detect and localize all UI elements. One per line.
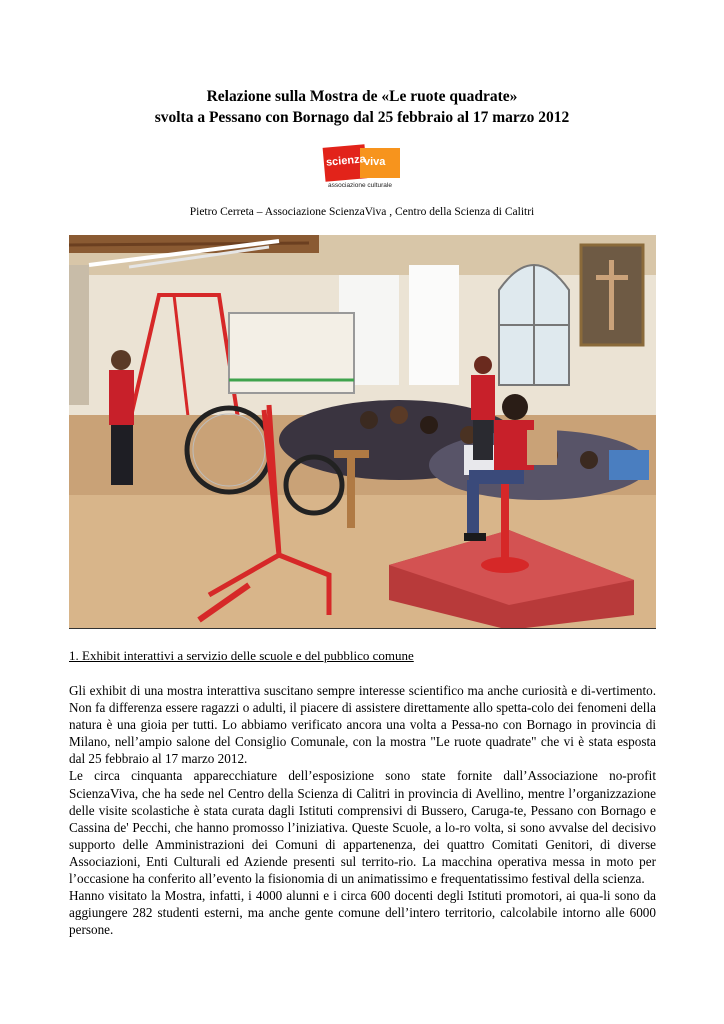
title-line-2: svolta a Pessano con Bornago dal 25 febbraio al 17 marzo 2012 [154, 109, 570, 126]
exhibition-photo [69, 235, 656, 629]
exhibition-photo-illustration [69, 235, 656, 628]
scienzaviva-logo [318, 146, 402, 192]
section-heading: 1. Exhibit interattivi a servizio delle scuole e del pubblico comune [69, 648, 414, 663]
paragraph-2: Le circa cinquanta apparecchiature dell’esposizione sono state fornite dall’Associazione no-profit ScienzaViva, che ha sede nel Centro della Scienza di Calitri in provincia di Avellino, mentre l’organizzazione delle visite scolastiche è stata curata dagli Istituti comprensivi di Bussero, Caruga-te, Pessano con Bornago e Cassina de' Pecchi, che hanno promosso l’iniziativa. Queste Scuole, a lo-ro volta, si sono avvalse del decisivo supporto delle Amministrazioni dei Comuni di appartenenza, dei quattro Comitati Genitori, di diverse Associazioni, Enti Culturali ed Aziende presenti sul territo-rio. La macchina operativa messa in moto per l’occasione ha conferito all’evento la fisionomia di un animatissimo e frequentatissimo festival della scienza. [69, 768, 656, 887]
author-line: Pietro Cerreta – Associazione ScienzaViva , Centro della Scienza di Calitri [189, 206, 535, 218]
paragraph-3: Hanno visitato la Mostra, infatti, i 4000 alunni e i circa 600 docenti degli Istituti promotori, ai qua-li sono da aggiungere 282 studenti esterni, ma anche gente comune dell’intero territorio, calcolabile intorno alle 6000 persone. [69, 888, 656, 938]
logo-word-scienza: scienza [325, 153, 367, 169]
title-line-1: Relazione sulla Mostra de «Le ruote quadrate» [206, 88, 518, 105]
logo-word-viva: viva [364, 156, 386, 168]
logo-subtitle: associazione culturale [328, 182, 392, 189]
paragraph-1: Gli exhibit di una mostra interattiva suscitano sempre interesse scientifico ma anche curiosità e di-vertimento. Non fa differenza essere ragazzi o adulti, il piacere di assistere direttamente allo spetta-colo dei fenomeni della natura è una gioia per tutti. Lo abbiamo verificato ancora una volta a Pessa-no con Bornago in provincia di Milano, nell’ampio salone del Consiglio Comunale, con la mostra "Le ruote quadrate" che vi è stata esposta dal 25 febbraio al 17 marzo 2012. [69, 683, 656, 767]
document-title [0, 86, 724, 128]
body-text [69, 682, 656, 938]
